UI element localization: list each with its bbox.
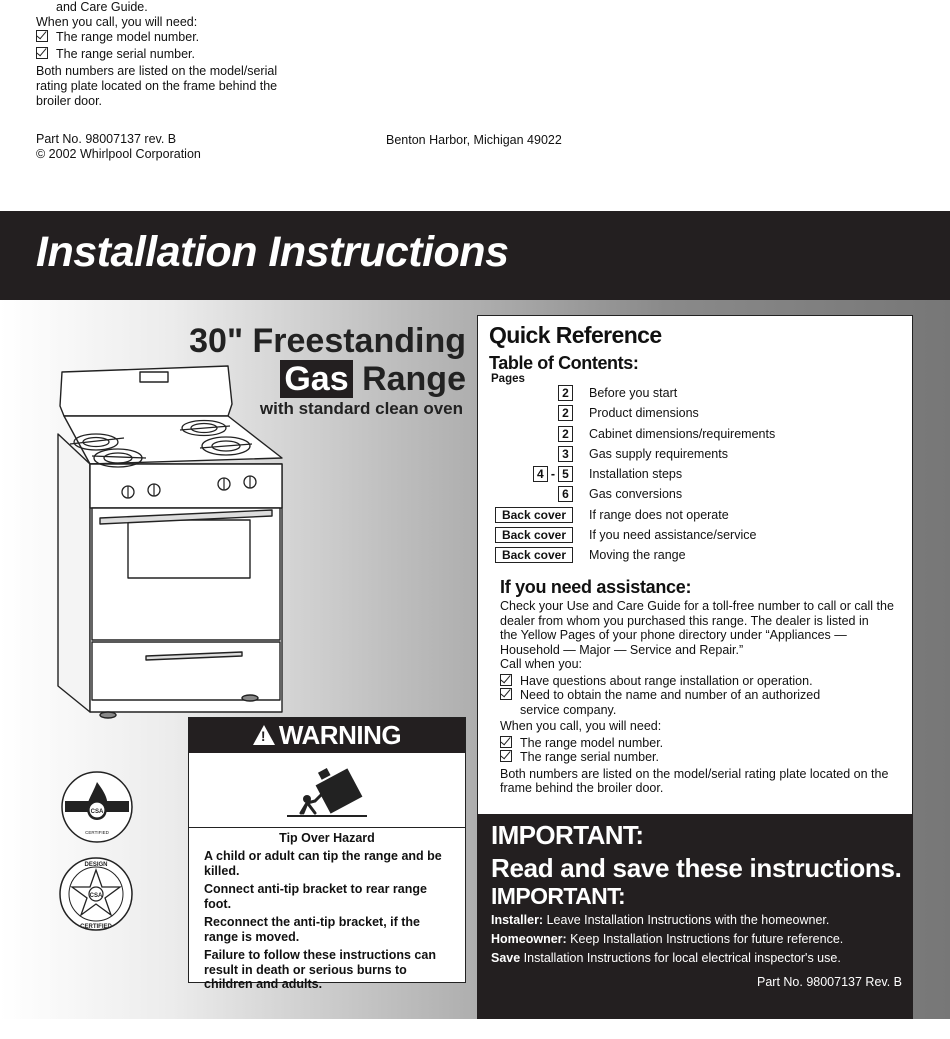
product-gas-label: Gas	[280, 360, 352, 398]
important-heading-2: IMPORTANT:	[491, 883, 626, 909]
quick-reference-title: Quick Reference	[489, 322, 662, 348]
assist-line: the Yellow Pages of your phone directory under “Appliances —	[500, 628, 847, 642]
toc-page-box: 5	[558, 466, 573, 482]
top-continued-text	[36, 0, 296, 109]
warning-paragraph: Reconnect the anti-tip bracket, if the range is moved.	[204, 915, 421, 944]
toc-label: If you need assistance/service	[589, 528, 757, 542]
toc-row[interactable]	[489, 527, 909, 547]
checkbox-icon	[500, 688, 512, 700]
toc-row[interactable]	[489, 446, 909, 466]
top-line: broiler door.	[36, 94, 103, 108]
toc-page-box: 3	[558, 446, 573, 462]
assist-line: Both numbers are listed on the model/serial rating plate located on the	[500, 766, 889, 781]
csa-flame-seal-icon	[60, 770, 134, 844]
assistance-title: If you need assistance:	[500, 577, 692, 597]
seal-certified-text: CERTIFIED	[80, 924, 112, 930]
csa-design-certified-seal-icon	[58, 856, 134, 932]
toc-page-box: Back cover	[495, 507, 573, 523]
toc-page-box: 2	[558, 426, 573, 442]
assistance-text	[500, 599, 905, 796]
toc-label: Before you start	[589, 386, 678, 400]
warning-header	[189, 718, 465, 753]
toc-label: Product dimensions	[589, 406, 699, 420]
save-note	[491, 951, 841, 965]
checkbox-icon	[500, 750, 512, 762]
assist-line: Check your Use and Care Guide for a toll-free number to call or call the	[500, 599, 894, 613]
assist-line: service company.	[520, 702, 617, 717]
read-save-heading: Read and save these instructions.	[491, 853, 902, 883]
top-line: The range serial number.	[56, 47, 195, 61]
hazard-title: Tip Over Hazard	[279, 831, 375, 845]
warning-title: WARNING	[278, 720, 402, 750]
warning-paragraph: Failure to follow these instructions can result in death or serious burns to children and adults.	[204, 948, 436, 991]
top-line: When you call, you will need:	[36, 15, 198, 29]
pages-label: Pages	[491, 373, 525, 385]
toc-row[interactable]	[489, 426, 909, 446]
important-part-number: Part No. 98007137 Rev. B	[757, 975, 902, 989]
save-label: Save	[491, 951, 521, 965]
assist-line: Household — Major — Service and Repair.”	[500, 642, 744, 657]
product-range-label: Range	[362, 360, 466, 398]
homeowner-label: Homeowner:	[491, 932, 567, 946]
checkbox-icon	[36, 47, 48, 59]
top-line: The range model number.	[56, 30, 200, 44]
toc-label: Gas conversions	[589, 487, 683, 501]
assist-line: Need to obtain the name and number of an authorized	[520, 688, 821, 702]
copyright: © 2002 Whirlpool Corporation	[36, 147, 201, 161]
toc-page-box: 6	[558, 486, 573, 502]
toc-row[interactable]	[489, 486, 909, 506]
toc-page-box: 2	[558, 385, 573, 401]
tip-over-icon	[189, 753, 465, 827]
assist-line: The range serial number.	[520, 750, 659, 764]
top-line: and Care Guide.	[56, 0, 148, 14]
toc-label: Gas supply requirements	[589, 447, 728, 461]
top-line: rating plate located on the frame behind the	[36, 79, 278, 93]
installer-text: Leave Installation Instructions with the homeowner.	[543, 913, 830, 927]
part-number: Part No. 98007137 rev. B	[36, 132, 177, 146]
assist-line: Have questions about range installation or operation.	[520, 673, 813, 688]
save-text: Installation Instructions for local electrical inspector's use.	[520, 951, 841, 965]
warning-box	[188, 717, 466, 991]
checkbox-icon	[500, 674, 512, 686]
toc-row[interactable]	[489, 405, 909, 425]
warning-paragraph: A child or adult can tip the range and be killed.	[204, 849, 442, 878]
product-subtitle: with standard clean oven	[259, 399, 463, 418]
seal-certified-text: CERTIFIED	[85, 830, 109, 835]
homeowner-text: Keep Installation Instructions for future reference.	[566, 932, 844, 946]
toc-label: Installation steps	[589, 467, 683, 481]
warning-triangle-icon	[253, 725, 275, 745]
toc-row[interactable]	[489, 507, 909, 527]
toc-page-box: Back cover	[495, 527, 573, 543]
toc-row[interactable]	[489, 466, 909, 486]
assist-line: When you call, you will need:	[500, 719, 662, 733]
toc-page-box: Back cover	[495, 547, 573, 563]
part-number-block	[36, 132, 201, 162]
toc-page-separator: -	[550, 467, 555, 481]
toc-title: Table of Contents:	[489, 353, 639, 373]
toc-row[interactable]	[489, 385, 909, 405]
toc-label: If range does not operate	[589, 508, 729, 522]
homeowner-note	[491, 932, 843, 946]
seal-csa-text: CSA	[90, 809, 104, 815]
range-illustration	[50, 360, 290, 725]
assist-line: dealer from whom you purchased this range. The dealer is listed in	[500, 613, 869, 628]
top-line: Both numbers are listed on the model/serial	[36, 64, 278, 78]
seal-csa-text: CSA	[89, 893, 103, 899]
city-address: Benton Harbor, Michigan 49022	[386, 133, 562, 147]
warning-paragraph: Connect anti-tip bracket to rear range foot.	[204, 882, 427, 911]
assist-line: frame behind the broiler door.	[500, 781, 664, 795]
page-title: Installation Instructions	[36, 228, 509, 276]
assist-line: The range model number.	[520, 735, 664, 750]
toc-page-box: 4	[533, 466, 548, 482]
toc-row[interactable]	[489, 547, 909, 567]
toc-page-box: 2	[558, 405, 573, 421]
seal-design-text: DESIGN	[84, 862, 108, 868]
toc-label: Moving the range	[589, 548, 686, 562]
checkbox-icon	[36, 30, 48, 42]
toc-label: Cabinet dimensions/requirements	[589, 427, 776, 441]
product-title-line1: 30" Freestanding	[189, 322, 466, 360]
important-heading: IMPORTANT:	[491, 820, 644, 850]
checkbox-icon	[500, 736, 512, 748]
tip-over-pictogram	[189, 753, 465, 828]
assist-line: Call when you:	[500, 657, 582, 671]
installer-note	[491, 913, 829, 927]
installer-label: Installer:	[491, 913, 544, 927]
